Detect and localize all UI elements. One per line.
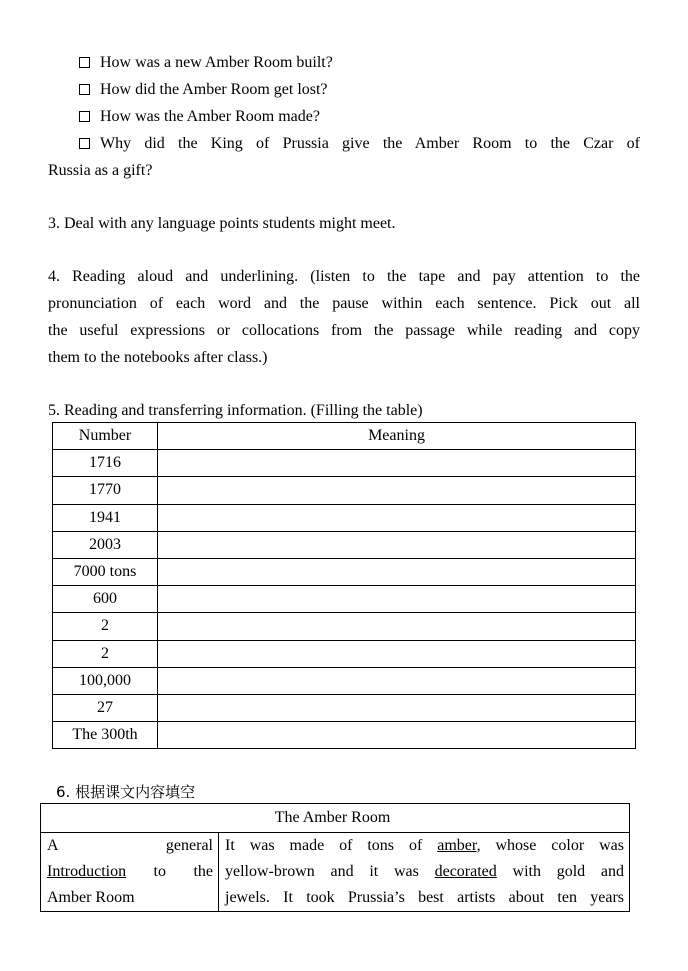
description-cell	[219, 833, 630, 912]
meaning-cell[interactable]	[158, 558, 636, 585]
number-cell: The 300th	[53, 722, 158, 749]
step-6-text: 6. 根据课文内容填空	[56, 783, 196, 801]
table-row	[53, 667, 636, 694]
table-header-row	[53, 423, 636, 450]
number-cell: 2	[53, 613, 158, 640]
table-title-row	[41, 804, 630, 833]
number-cell: 1716	[53, 450, 158, 477]
step-4-line: pronunciation of each word and the pause within each sentence. Pick out all	[48, 295, 640, 312]
blank-answer: decorated	[434, 863, 497, 880]
table-row	[53, 531, 636, 558]
step-6-heading	[56, 784, 646, 801]
section-label-line: Introduction to the	[47, 863, 213, 880]
step-3-text: 3. Deal with any language points students might meet.	[48, 215, 396, 232]
step-4-line: 4. Reading aloud and underlining. (listen to the tape and pay attention to the	[48, 268, 640, 285]
meaning-cell[interactable]	[158, 640, 636, 667]
question-text: How was a new Amber Room built?	[100, 54, 333, 71]
question-text: Why did the King of Prussia give the Amber Room to the Czar of	[100, 135, 640, 152]
step-4-line: them to the notebooks after class.)	[48, 349, 268, 366]
header-number: Number	[53, 423, 158, 450]
meaning-cell[interactable]	[158, 722, 636, 749]
description-line: It was made of tons of amber, whose color was	[225, 837, 624, 854]
section-label-line: Amber Room	[47, 889, 135, 906]
table-row	[53, 722, 636, 749]
meaning-cell[interactable]	[158, 504, 636, 531]
section-label-cell	[41, 833, 219, 912]
table-row	[53, 504, 636, 531]
number-meaning-table	[52, 422, 636, 749]
meaning-cell[interactable]	[158, 477, 636, 504]
question-item	[79, 55, 669, 71]
number-cell: 2	[53, 640, 158, 667]
step-4-line: the useful expressions or collocations from the passage while reading and copy	[48, 322, 640, 339]
checkbox[interactable]	[79, 111, 90, 122]
table-row	[53, 558, 636, 585]
number-cell: 1941	[53, 504, 158, 531]
meaning-cell[interactable]	[158, 613, 636, 640]
meaning-cell[interactable]	[158, 694, 636, 721]
description-line: jewels. It took Prussia’s best artists about ten years	[225, 889, 624, 906]
table-row	[53, 477, 636, 504]
meaning-cell[interactable]	[158, 531, 636, 558]
question-text: How was the Amber Room made?	[100, 108, 320, 125]
question-item	[79, 109, 669, 125]
amber-room-table	[40, 803, 630, 912]
question-item	[79, 82, 669, 98]
meaning-cell[interactable]	[158, 667, 636, 694]
number-cell: 600	[53, 586, 158, 613]
number-cell: 27	[53, 694, 158, 721]
number-cell: 2003	[53, 531, 158, 558]
table-row	[53, 640, 636, 667]
number-cell: 1770	[53, 477, 158, 504]
number-cell: 7000 tons	[53, 558, 158, 585]
question-item	[79, 136, 640, 152]
checkbox[interactable]	[79, 84, 90, 95]
table-row	[53, 694, 636, 721]
description-line: yellow-brown and it was decorated with gold and	[225, 863, 624, 880]
header-meaning: Meaning	[158, 423, 636, 450]
table-title: The Amber Room	[41, 804, 630, 833]
table-row	[53, 613, 636, 640]
meaning-cell[interactable]	[158, 450, 636, 477]
question-text: How did the Amber Room get lost?	[100, 81, 328, 98]
section-label-line: A general	[47, 837, 213, 854]
step-5-text: 5. Reading and transferring information. (Filling the table)	[48, 402, 423, 419]
table-row	[53, 450, 636, 477]
table-row	[53, 586, 636, 613]
number-cell: 100,000	[53, 667, 158, 694]
meaning-cell[interactable]	[158, 586, 636, 613]
checkbox[interactable]	[79, 57, 90, 68]
table-row	[41, 833, 630, 912]
blank-answer: amber	[437, 837, 477, 854]
question-text-continued: Russia as a gift?	[48, 162, 153, 179]
checkbox[interactable]	[79, 138, 90, 149]
